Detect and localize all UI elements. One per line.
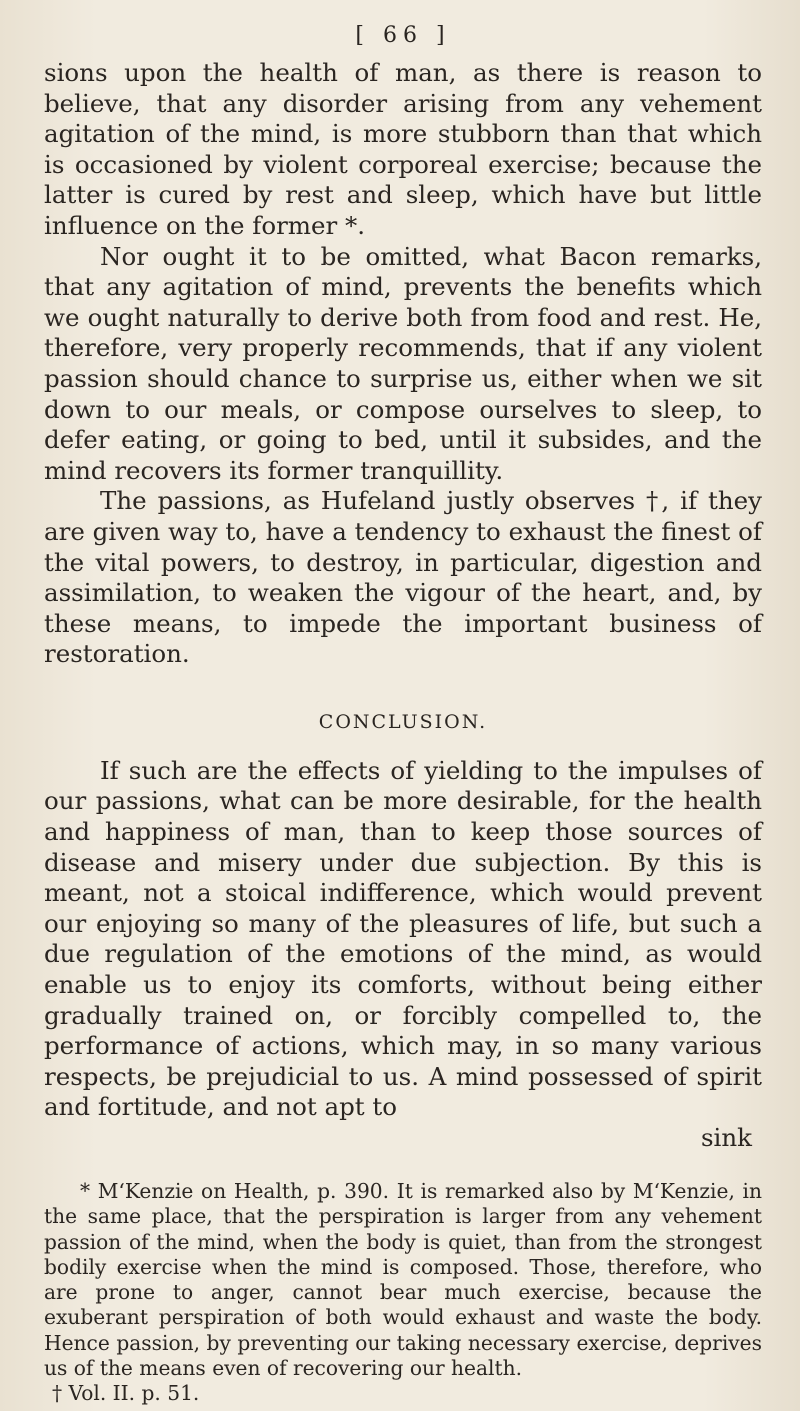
paragraph: sions upon the health of man, as there is reason to believe, that any disorder arising from any vehement agitation of the mind, is more stubborn than that which is occasioned by violent corporeal exercise; because the latter is cured by rest and sleep, which have but little influence on the former *. — [44, 58, 762, 240]
conclusion-text — [44, 756, 762, 1123]
catchword: sink — [700, 1123, 752, 1152]
footnotes — [44, 1179, 762, 1407]
section-heading: CONCLUSION. — [318, 710, 488, 733]
page-number: [ 66 ] — [355, 23, 451, 48]
main-text — [44, 58, 762, 670]
paragraph: If such are the effects of yielding to the impulses of our passions, what can be more desirable, for the health and happiness of man, than to keep those sources of disease and misery under due subjection. By this is meant, not a stoical indifference, which would prevent our enjoying so many of the pleasures of life, but such a due regulation of the emotions of the mind, as would enable us to enjoy its comforts, without being either gradually trained on, or forcibly compelled to, the performance of actions, which may, in so many various respects, be prejudicial to us. A mind possessed of spirit and fortitude, and not apt to — [44, 755, 762, 1122]
footnote-dagger: † Vol. II. p. 51. — [52, 1381, 200, 1406]
paragraph: Nor ought it to be omitted, what Bacon remarks, that any agitation of mind, prevents the benefits which we ought naturally to derive both from food and rest. He, therefore, very properly recommends, that if any violent passion should chance to surprise us, either when we sit down to our meals, or compose ourselves to sleep, to defer eating, or going to bed, until it subsides, and the mind recovers its former tranquillity. — [44, 241, 762, 485]
footnote-star: * M‘Kenzie on Health, p. 390. It is remarked also by M‘Kenzie, in the same place, that the perspiration is larger from any vehement passion of the mind, when the body is quiet, than from the strongest bodily exercise when the mind is composed. Those, therefore, who are prone to anger, cannot bear much exercise, because the exuberant perspiration of both would exhaust and waste the body. Hence passion, by preventing our taking necessary exercise, deprives us of the means even of recovering our health. — [44, 1179, 762, 1381]
paragraph: The passions, as Hufeland justly observes †, if they are given way to, have a tendency to exhaust the finest of the vital powers, to destroy, in particular, digestion and assimilation, to weaken the vigour of the heart, and, by these means, to impede the important business of restoration. — [44, 486, 762, 669]
